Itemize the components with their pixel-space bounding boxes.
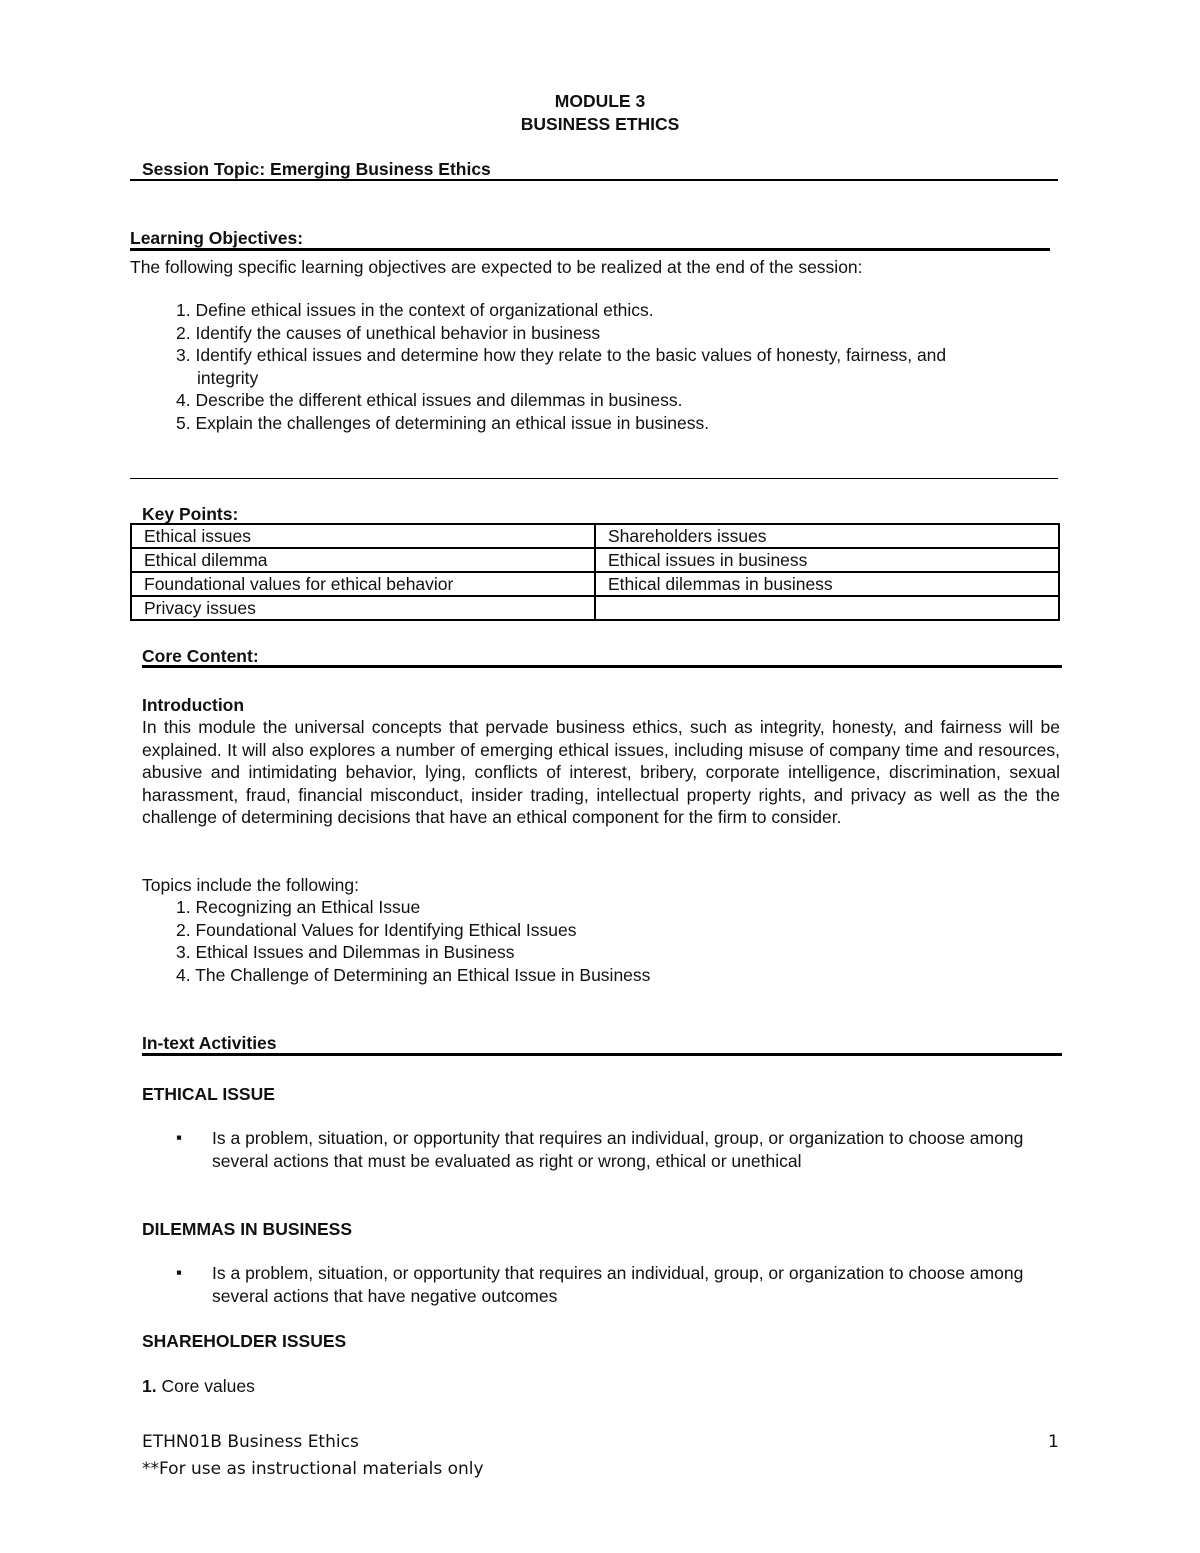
bullet-icon: ▪ [176,1263,183,1282]
objective-item: 4. Describe the different ethical issues and dilemmas in business. [176,390,683,410]
key-points-table [130,523,1060,621]
table-cell: Ethical issues [131,524,595,548]
footer-note: **For use as instructional materials only [142,1459,484,1479]
table-row [131,524,1059,548]
ethical-issue-title: ETHICAL ISSUE [142,1084,275,1104]
bullet-icon: ▪ [176,1128,183,1147]
topics-intro: Topics include the following: [142,875,359,895]
introduction-paragraph: In this module the universal concepts that pervade business ethics, such as integrity, honesty, and fairness will be explained. It will also explores a number of emerging ethical issues, including misuse of company time and resources, abusive and intimidating behavior, lying, conflicts of interest, bribery, corporate intelligence, discrimination, sexual harassment, fraud, financial misconduct, insider trading, intellectual property rights, and privacy as well as the the challenge of determining decisions that have an ethical component for the firm to consider. [142,717,1060,828]
objective-item: 2. Identify the causes of unethical behavior in business [176,322,601,343]
table-row [131,596,1059,620]
learning-objectives-intro: The following specific learning objectives are expected to be realized at the end of the session: [130,257,863,277]
topics-list [176,896,650,986]
table-cell: Privacy issues [131,596,595,620]
topic-item: 4. The Challenge of Determining an Ethical Issue in Business [176,964,651,985]
core-content-rule [142,665,1062,668]
table-cell: Ethical issues in business [595,548,1059,572]
session-topic: Session Topic: Emerging Business Ethics [142,159,491,179]
topic-item: 2. Foundational Values for Identifying Ethical Issues [176,919,577,940]
key-points-heading: Key Points: [142,504,239,524]
table-row [131,548,1059,572]
section-divider [130,478,1058,479]
activities-heading: In-text Activities [142,1033,277,1053]
shareholder-issues-title: SHAREHOLDER ISSUES [142,1331,347,1351]
dilemmas-title: DILEMMAS IN BUSINESS [142,1219,353,1239]
table-cell: Foundational values for ethical behavior [131,572,595,596]
objectives-list [176,299,946,434]
objective-item: 3. Identify ethical issues and determine how they relate to the basic values of honesty, fairness, and integrity [176,345,947,388]
table-cell [595,596,1059,620]
ethical-issue-definition: Is a problem, situation, or opportunity that requires an individual, group, or organization to choose among several actions that must be evaluated as right or wrong, ethical or unethical [212,1128,1024,1171]
learning-objectives-heading: Learning Objectives: [130,228,304,248]
core-content-heading: Core Content: [142,646,259,666]
table-cell: Shareholders issues [595,524,1059,548]
module-title: MODULE 3 [554,91,646,111]
footer-course-code: ETHN01B Business Ethics [142,1432,359,1452]
objective-item: 1. Define ethical issues in the context of organizational ethics. [176,300,654,320]
table-cell: Ethical dilemmas in business [595,572,1059,596]
page-number: 1 [1048,1432,1059,1452]
activities-rule [142,1053,1062,1056]
session-topic-rule [130,179,1058,181]
topic-item: 3. Ethical Issues and Dilemmas in Business [176,942,515,962]
table-row [131,572,1059,596]
dilemmas-definition: Is a problem, situation, or opportunity that requires an individual, group, or organization to choose among several actions that have negative outcomes [212,1263,1024,1306]
course-title: BUSINESS ETHICS [520,114,680,134]
table-cell: Ethical dilemma [131,548,595,572]
learning-objectives-rule [130,248,1050,251]
objective-item: 5. Explain the challenges of determining an ethical issue in business. [176,412,710,433]
shareholder-item: 1. Core values [142,1376,255,1396]
topic-item: 1. Recognizing an Ethical Issue [176,897,421,917]
introduction-heading: Introduction [142,695,245,715]
